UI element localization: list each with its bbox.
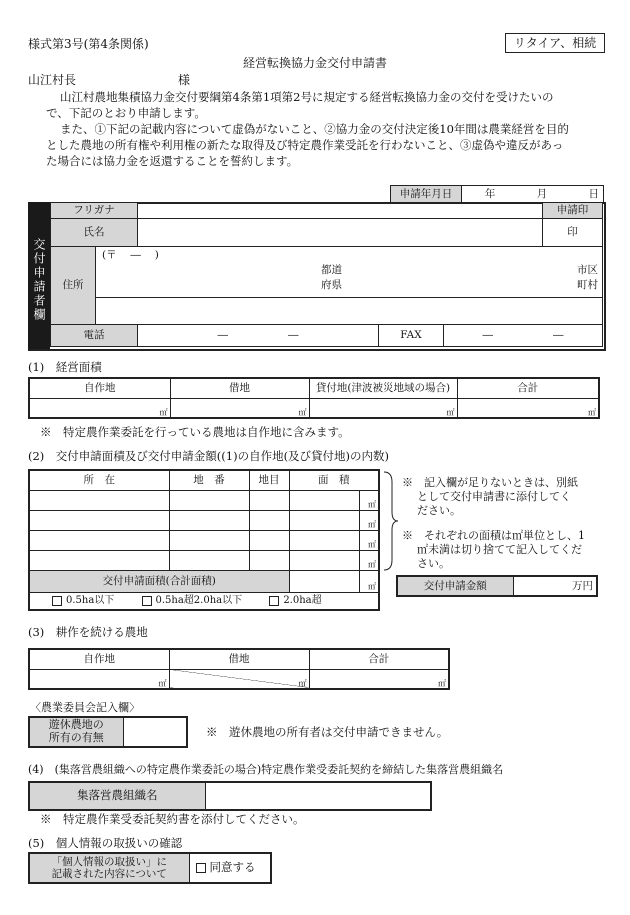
organization-input[interactable] [205, 782, 431, 810]
date-field[interactable] [462, 186, 604, 203]
phone-label: 電話 [51, 325, 138, 347]
cont-header-leased: 借地 [169, 649, 309, 669]
seal-label: 申請印 [543, 203, 603, 219]
pref-label-1: 都道 [321, 264, 342, 276]
area-header-leased: 借地 [170, 378, 309, 398]
parcel-location[interactable] [29, 510, 169, 530]
parcel-header-area: 面 積 [289, 470, 379, 490]
s2-note-2a: ※ それぞれの面積は㎡単位とし、1 [402, 529, 585, 542]
address-field[interactable] [96, 247, 603, 325]
s2-note-1c: ださい。 [417, 504, 461, 517]
applicant-table [50, 202, 603, 347]
intro-line-4: とした農地の所有権や利用権の新たな取得及び特定農作業受託を行わないこと、③虚偽や違反があっ [46, 138, 564, 152]
s2-note-1b: として交付申請書に添付してく [417, 490, 571, 503]
city-label-1: 市区 [577, 264, 599, 276]
continuing-table [28, 648, 450, 690]
parcel-area[interactable] [289, 550, 359, 570]
cont-header-own: 自作地 [29, 649, 169, 669]
date-month: 月 [536, 187, 548, 200]
privacy-table [28, 852, 272, 884]
intro-line-2: で、下記のとおり申請します。 [46, 106, 206, 120]
section-4-heading: (4) (集落営農組織への特定農作業委託の場合)特定農作業受委託契約を締結した集落営農組織名 [28, 763, 504, 776]
section-1-note: ※ 特定農作業委託を行っている農地は自作地に含みます。 [40, 425, 350, 439]
form-number: 様式第3号(第4条関係) [28, 37, 149, 51]
area-header-total: 合計 [457, 378, 599, 398]
intro-line-1: 山江村農地集積協力金交付要綱第4条第1項第2号に規定する経営転換協力金の交付を受けたいの [60, 90, 554, 104]
parcel-header-lot: 地 番 [169, 470, 249, 490]
category-tag: リタイア、相続 [505, 33, 605, 53]
parcel-header-location: 所 在 [29, 470, 169, 490]
parcel-lot[interactable] [169, 510, 249, 530]
section-5-heading: (5) 個人情報の取扱いの確認 [28, 836, 183, 850]
organization-label: 集落営農組織名 [29, 782, 205, 810]
total-area-input[interactable] [289, 570, 359, 592]
committee-note: ※ 遊休農地の所有者は交付申請できません。 [206, 725, 449, 739]
parcel-location[interactable] [29, 490, 169, 510]
application-area-table: 所 在 地 番 地目 面 積 ㎡ ㎡ ㎡ ㎡ 交付申請面積(合計面積) ㎡ 0.5ha以下 0.5ha超2.0ha以下 2.0ha超 [28, 469, 380, 611]
parcel-lot[interactable] [169, 550, 249, 570]
option-checkbox-2[interactable] [142, 596, 152, 606]
name-field[interactable] [138, 219, 543, 247]
fax-field[interactable]: ― ― [444, 325, 603, 347]
pref-label-2: 府県 [321, 279, 342, 291]
option-checkbox-3[interactable] [269, 596, 279, 606]
intro-line-3: また、①下記の記載内容について虚偽がないこと、②協力金の交付決定後10年間は農業経営を目的 [60, 122, 569, 136]
intro-line-5: た場合には協力金を返還することを誓約します。 [46, 154, 299, 168]
recipient: 山江村長 [28, 73, 77, 87]
area-header-own: 自作地 [29, 378, 170, 398]
cont-header-total: 合計 [309, 649, 449, 669]
furigana-label: フリガナ [51, 203, 138, 219]
area-header-lent: 貸付地(津波被災地域の場合) [309, 378, 457, 398]
page-title: 経営転換協力金交付申請書 [242, 56, 387, 70]
area-table [28, 377, 600, 419]
fax-label: FAX [379, 325, 444, 347]
area-leased-input[interactable]: ㎡ [170, 398, 309, 418]
name-label: 氏名 [51, 219, 138, 247]
applicant-side-text: 交付申請者欄 [32, 238, 46, 322]
privacy-consent[interactable]: 同意する [189, 853, 271, 883]
date-day: 日 [588, 187, 599, 200]
idle-land-input[interactable] [123, 717, 187, 747]
cont-own-input[interactable]: ㎡ [29, 669, 169, 689]
applicant-side-label [28, 202, 50, 349]
parcel-lot[interactable] [169, 490, 249, 510]
idle-land-label: 遊休農地の 所有の有無 [29, 717, 123, 747]
s2-note-1a: ※ 記入欄が足りないときは、別紙 [402, 476, 578, 489]
brace-icon [380, 470, 400, 572]
date-label: 申請年月日 [391, 186, 462, 203]
area-range-options: 0.5ha以下 0.5ha超2.0ha以下 2.0ha超 [29, 592, 379, 610]
parcel-area[interactable] [289, 510, 359, 530]
committee-table [28, 716, 188, 748]
privacy-label: 「個人情報の取扱い」に 記載された内容について [29, 853, 189, 883]
furigana-field[interactable] [138, 203, 543, 219]
parcel-lot[interactable] [169, 530, 249, 550]
amount-table [396, 575, 598, 597]
parcel-area[interactable] [289, 490, 359, 510]
phone-field[interactable]: ― ― [138, 325, 379, 347]
amount-input[interactable]: 万円 [513, 576, 597, 596]
option-checkbox-1[interactable] [52, 596, 62, 606]
parcel-type[interactable] [249, 530, 289, 550]
address-label: 住所 [51, 247, 96, 325]
city-label-2: 町村 [577, 279, 599, 291]
section-2-heading: (2) 交付申請面積及び交付申請金額((1)の自作地(及び貸付地)の内数) [28, 449, 390, 463]
parcel-type[interactable] [249, 550, 289, 570]
cont-leased-input[interactable]: ㎡ [169, 669, 309, 689]
total-area-label: 交付申請面積(合計面積) [29, 570, 289, 592]
section-3-heading: (3) 耕作を続ける農地 [28, 625, 148, 639]
parcel-header-type: 地目 [249, 470, 289, 490]
area-lent-input[interactable]: ㎡ [309, 398, 457, 418]
section-4-note: ※ 特定農作業受委託契約書を添付してください。 [40, 812, 305, 826]
area-total-input[interactable]: ㎡ [457, 398, 599, 418]
s2-note-2c: さい。 [417, 557, 450, 570]
consent-checkbox[interactable] [196, 863, 206, 873]
parcel-type[interactable] [249, 510, 289, 530]
parcel-type[interactable] [249, 490, 289, 510]
amount-label: 交付申請金額 [397, 576, 513, 596]
parcel-area[interactable] [289, 530, 359, 550]
area-own-input[interactable]: ㎡ [29, 398, 170, 418]
committee-heading: 〈農業委員会記入欄〉 [30, 701, 140, 714]
parcel-location[interactable] [29, 530, 169, 550]
cont-total-input[interactable]: ㎡ [309, 669, 449, 689]
seal-field[interactable]: 印 [543, 219, 603, 247]
postal-code: (〒 ― ) [102, 249, 159, 261]
parcel-location[interactable] [29, 550, 169, 570]
organization-table [28, 781, 432, 811]
s2-note-2b: ㎡未満は切り捨てて記入してくだ [417, 543, 582, 556]
application-date [390, 185, 604, 203]
section-1-heading: (1) 経営面積 [28, 360, 102, 374]
date-year: 年 [484, 187, 496, 200]
recipient-honorific: 様 [178, 73, 191, 87]
